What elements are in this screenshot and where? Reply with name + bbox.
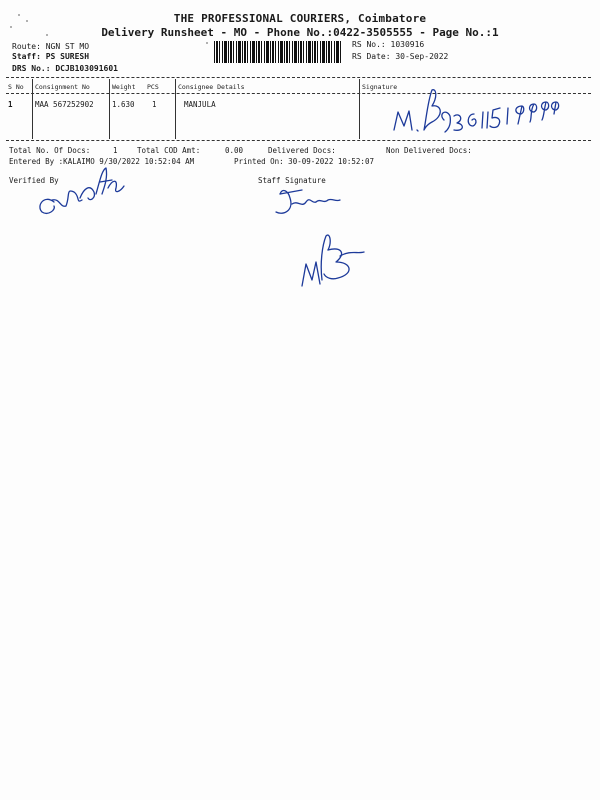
total-docs-label: Total No. Of Docs: (9, 146, 91, 155)
total-cod-value: 0.00 (225, 146, 244, 155)
staff-label: Staff: PS SURESH (12, 52, 90, 61)
table-top-rule (6, 77, 591, 78)
column-divider (359, 79, 360, 139)
scan-speck (206, 42, 208, 44)
drs-number: DRS No.: DCJB103091601 (12, 64, 118, 73)
column-divider (32, 79, 33, 139)
column-header-consignee: Consignee Details (178, 83, 245, 91)
receiver-signature-image (388, 86, 568, 138)
scan-speck (10, 26, 12, 28)
column-header-consignment: Consignment No (35, 83, 90, 91)
verified-by-signature-image (30, 158, 140, 222)
column-header-weight: Weight (112, 83, 136, 91)
scan-speck (26, 20, 28, 22)
entered-by: Entered By :KALAIMO 9/30/2022 10:52:04 AM (9, 157, 195, 166)
verified-by-label: Verified By (9, 176, 59, 185)
delivered-docs-label: Delivered Docs: (268, 146, 336, 155)
scan-speck (46, 34, 48, 36)
row-consignee: MANJULA (184, 100, 216, 109)
staff-signature-label: Staff Signature (258, 176, 326, 185)
company-title: THE PROFESSIONAL COURIERS, Coimbatore (173, 12, 427, 25)
rs-date: RS Date: 30-Sep-2022 (352, 52, 449, 61)
non-delivered-docs-label: Non Delivered Docs: (386, 146, 472, 155)
row-pcs: 1 (152, 100, 157, 109)
printed-on: Printed On: 30-09-2022 10:52:07 (234, 157, 374, 166)
row-consignment-no: MAA 567252902 (35, 100, 94, 109)
rs-number: RS No.: 1030916 (352, 40, 425, 49)
staff-signature-image (272, 182, 344, 218)
row-weight: 1.630 (112, 100, 135, 109)
column-header-sno: S No (8, 83, 24, 91)
column-header-signature: Signature (362, 83, 398, 91)
scan-speck (18, 14, 20, 16)
column-divider (175, 79, 176, 139)
route-label: Route: NGN ST MO (12, 42, 90, 51)
barcode (214, 41, 342, 63)
column-header-pcs: PCS (147, 83, 159, 91)
runsheet-title: Delivery Runsheet - MO - Phone No.:0422-3505555 - Page No.:1 (101, 26, 499, 39)
total-cod-label: Total COD Amt: (137, 146, 201, 155)
total-docs-value: 1 (113, 146, 118, 155)
initials-signature-image (296, 228, 370, 292)
table-bottom-rule (6, 140, 591, 141)
row-sno: 1 (8, 100, 13, 109)
column-divider (109, 79, 110, 139)
